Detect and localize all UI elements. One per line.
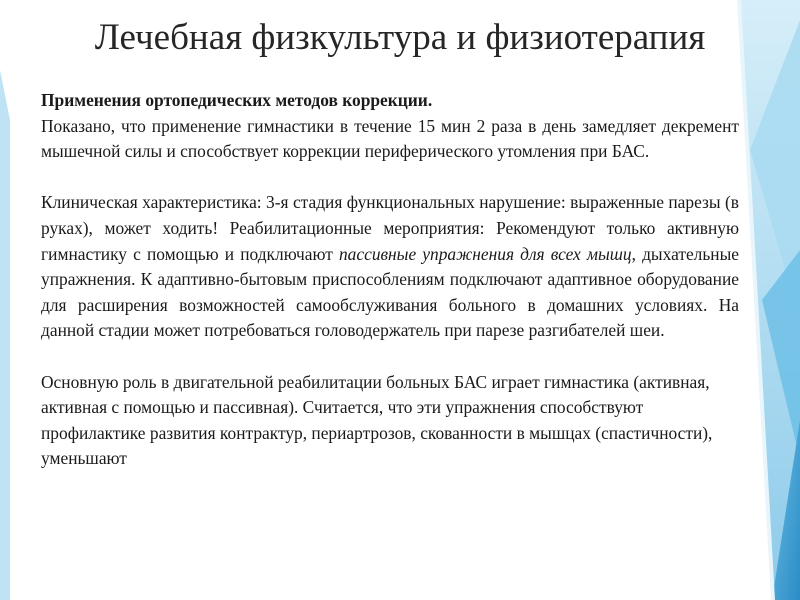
section-rehabilitation: Основную роль в двигательной реабилитации больных БАС играет гимнастика (активная, активная с помощью и пассивная). Считается, что эти упражнения способствуют профилактике развития контрактур, периартрозов, скованности в мышцах (спастичности), уменьшают (41, 371, 713, 469)
clinical-text-start: Клиническая характеристика: 3-я стадия функциональных нарушение: выраженные парезы (в руках), может ходить! Реабилитационные мероприятия: Рекомендуют только активную гимнастику с помощью и подключают (41, 192, 739, 264)
left-strip-shape (0, 70, 10, 600)
section-heading: Применения ортопедических методов коррекции. (41, 90, 433, 110)
clinical-text-end: , дыхательные упражнения. К адаптивно-бытовым приспособлениям подключают адаптивное оборудование для расширения возможностей самообслуживания больного в домашних условиях. На данной стадии может потребоваться головодержатель при парезе разгибателей шеи. (41, 243, 739, 341)
section-orthopedic (41, 88, 739, 165)
paragraph-gap (41, 165, 739, 191)
slide-body (41, 88, 739, 472)
slide-title: Лечебная физкультура и физиотерапия (94, 17, 706, 58)
section-clinical (41, 190, 739, 344)
section-text: Показано, что применение гимнастики в течение 15 мин 2 раза в день замедляет декремент мышечной силы и способствует коррекции периферического утомления при БАС. (41, 115, 739, 162)
clinical-text-emphasis: пассивные упражнения для всех мышц (338, 243, 632, 264)
paragraph-gap (41, 344, 739, 370)
